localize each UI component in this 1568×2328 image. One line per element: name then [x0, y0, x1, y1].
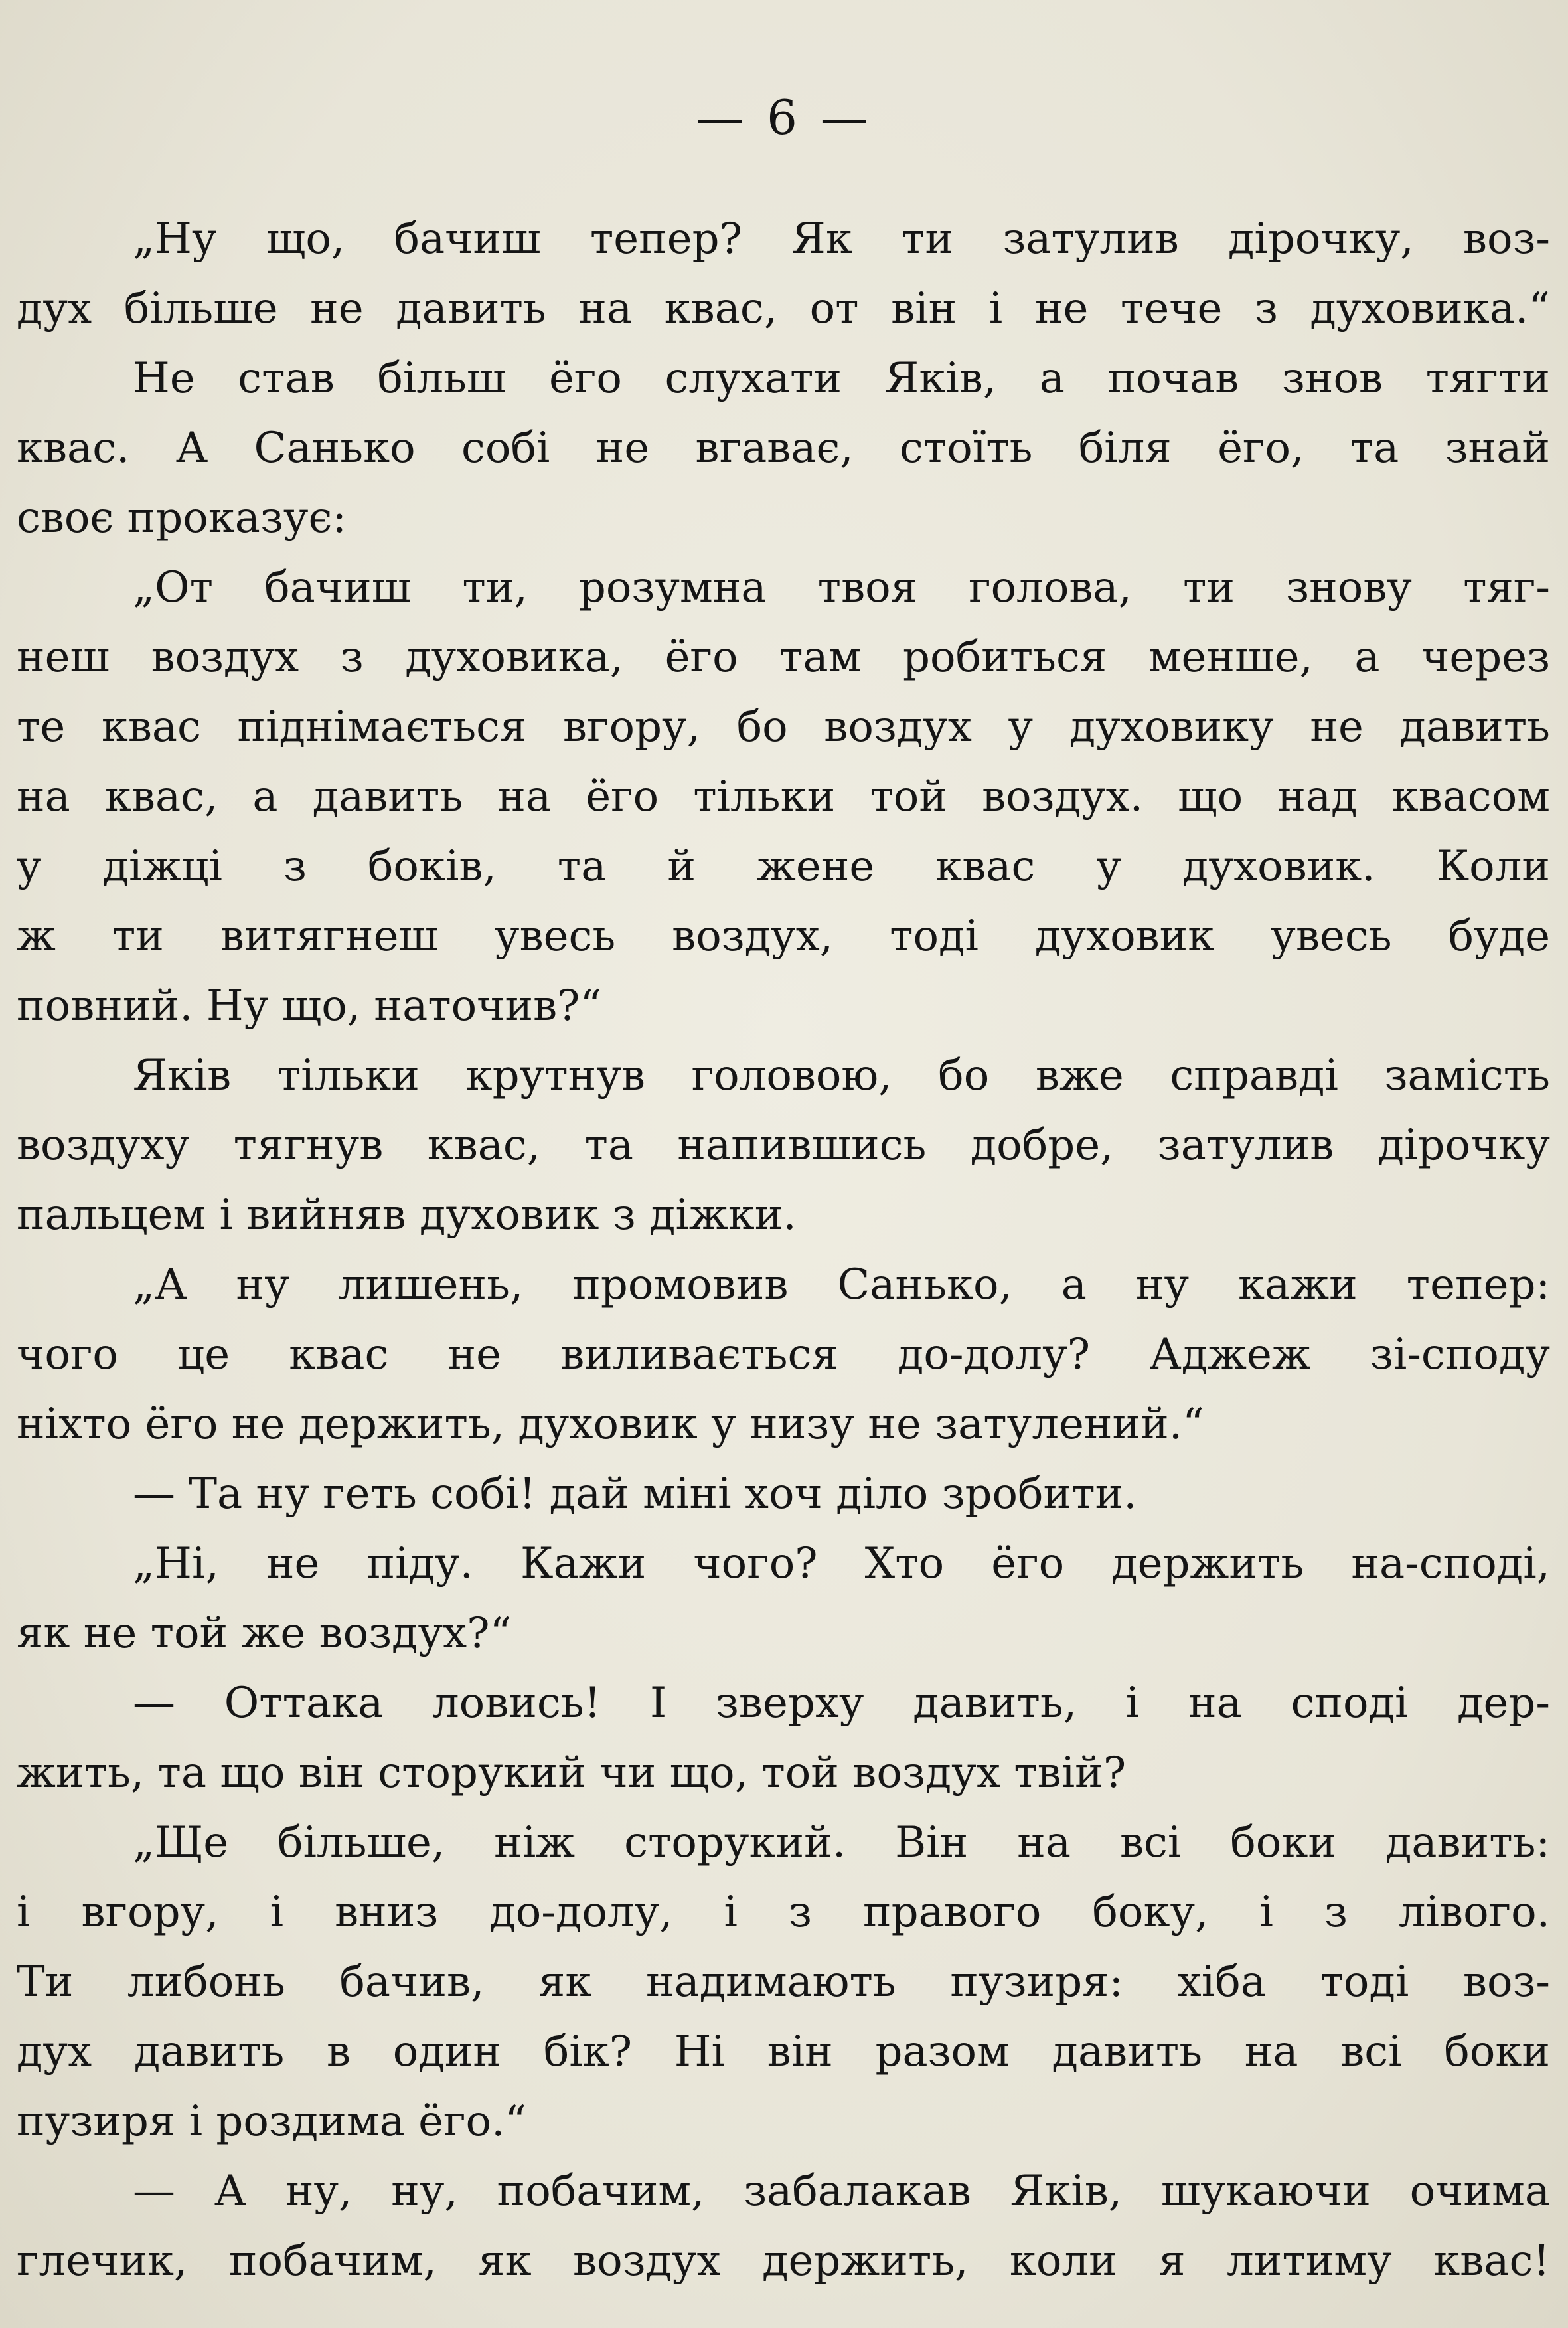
page-number: — 6 — [696, 90, 872, 145]
text-line: пальцем і вийняв духовик з діжки. [17, 1191, 797, 1240]
text-line: і вгору, і вниз до-долу, і з правого боку, і з лівого. [17, 1888, 1550, 1937]
text-line: — А ну, ну, побачим, забалакав Яків, шукаючи очима [133, 2167, 1550, 2216]
text-line: як не той же воздух?“ [17, 1609, 512, 1658]
text-line: ж ти витягнеш увесь воздух, тоді духовик увесь буде [17, 912, 1550, 961]
text-line: ніхто ёго не держить, духовик у низу не затулений.“ [17, 1400, 1204, 1449]
text-line: — Та ну геть собі! дай міні хоч діло зробити. [133, 1469, 1137, 1519]
text-line: воздуху тягнув квас, та напившись добре, затулив дірочку [17, 1121, 1550, 1170]
text-line: те квас піднімається вгору, бо воздух у духовику не давить [17, 703, 1550, 752]
text-line: квас. А Санько собі не вгаває, стоїть біля ёго, та знай [17, 424, 1550, 473]
text-line: „От бачиш ти, розумна твоя голова, ти знову тяг- [133, 563, 1550, 612]
text-line: „Ні, не піду. Кажи чого? Хто ёго держить на-споді, [133, 1539, 1550, 1588]
text-line: Яків тільки крутнув головою, бо вже справді замість [133, 1051, 1550, 1100]
text-line: Не став більш ёго слухати Яків, а почав знов тягти [133, 354, 1550, 403]
text-line: дух більше не давить на квас, от він і не тече з духовика.“ [17, 284, 1550, 333]
text-line: — Оттака ловись! І зверху давить, і на споді дер- [133, 1679, 1550, 1728]
text-line: „А ну лишень, промовив Санько, а ну кажи тепер: [133, 1260, 1550, 1309]
text-line: своє проказує: [17, 493, 347, 542]
text-line: жить, та що він сторукий чи що, той воздух твій? [17, 1748, 1127, 1797]
text-line: пузиря і роздима ёго.“ [17, 2097, 527, 2146]
text-line: чого це квас не виливається до-долу? Аджеж зі-споду [17, 1330, 1550, 1379]
text-line: дух давить в один бік? Ні він разом давить на всі боки [17, 2027, 1550, 2076]
text-line: глечик, побачим, як воздух держить, коли я литиму квас! [17, 2236, 1550, 2286]
text-line: неш воздух з духовика, ёго там робиться менше, а через [17, 633, 1550, 682]
text-line: на квас, а давить на ёго тільки той воздух. що над квасом [17, 772, 1550, 821]
text-line: у діжці з боків, та й жене квас у духовик. Коли [17, 842, 1550, 891]
text-line: Ти либонь бачив, як надимають пузиря: хіба тоді воз- [17, 1957, 1550, 2007]
text-line: „Ну що, бачиш тепер? Як ти затулив дірочку, воз- [133, 214, 1550, 264]
text-line: „Ще більше, ніж сторукий. Він на всі боки давить: [133, 1818, 1550, 1867]
text-line: повний. Ну що, наточив?“ [17, 981, 602, 1031]
